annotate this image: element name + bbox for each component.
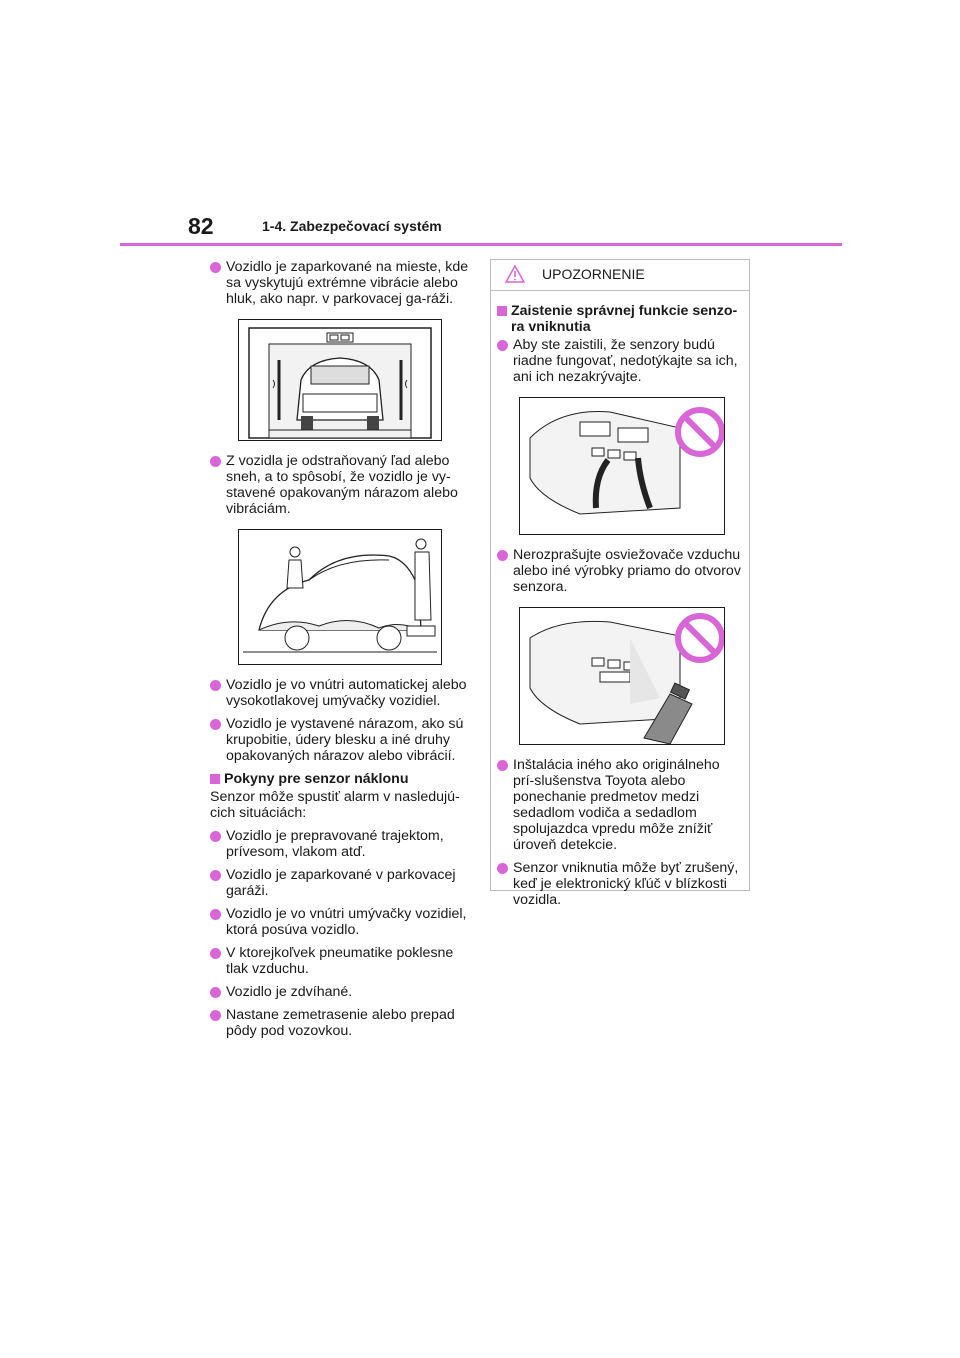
bullet-dot [210, 870, 221, 881]
bullet-dot [497, 760, 508, 771]
list-item [210, 453, 472, 517]
square-heading-marker [210, 774, 220, 784]
list-item [210, 828, 472, 860]
bullet-text: Vozidlo je vo vnútri automatickej alebo vysokotlakovej umývačky vozidiel. [226, 677, 467, 709]
illustration-parking-garage [238, 319, 442, 441]
warning-heading [497, 303, 741, 335]
heading-text: Zaistenie správnej funkcie senzo-ra vniknutia [511, 303, 738, 335]
list-item [497, 860, 741, 908]
bullet-dot [210, 948, 221, 959]
bullet-text: Nastane zemetrasenie alebo prepad pôdy pod vozovkou. [226, 1007, 455, 1039]
bullet-dot [210, 719, 221, 730]
bullet-dot [210, 831, 221, 842]
bullet-text: Vozidlo je zaparkované v parkovacej garáži. [226, 867, 456, 899]
bullet-text: Inštalácia iného ako originálneho prí-slušenstva Toyota alebo ponechanie predmetov medzi sedadlom vodiča a sedadlom spolujazdca vpredu môže znížiť úroveň detekcie. [513, 757, 720, 853]
list-item [210, 677, 472, 709]
list-item [497, 547, 741, 595]
warning-header [491, 260, 749, 291]
bullet-dot [210, 987, 221, 998]
bullet-dot [210, 262, 221, 273]
bullet-dot [497, 340, 508, 351]
bullet-dot [497, 863, 508, 874]
bullet-dot [210, 680, 221, 691]
warning-box [490, 259, 750, 908]
list-item [497, 337, 741, 385]
bullet-text: Vozidlo je zdvíhané. [226, 984, 353, 1000]
illustration-sensor-touch [519, 397, 725, 535]
warning-title: UPOZORNENIE [542, 266, 645, 282]
bullet-text: Vozidlo je vo vnútri umývačky vozidiel, ktorá posúva vozidlo. [226, 906, 467, 938]
bullet-dot [210, 909, 221, 920]
square-heading-marker [497, 306, 507, 316]
list-item [210, 867, 472, 899]
bullet-text: Vozidlo je zaparkované na mieste, kde sa vyskytujú extrémne vibrácie alebo hluk, ako napr. v parkovacej ga-ráži. [226, 259, 469, 307]
list-item [497, 757, 741, 853]
list-item [210, 716, 472, 764]
section-title: 1-4. Zabezpečovací systém [262, 218, 442, 234]
list-item [210, 906, 472, 938]
left-column [210, 259, 472, 1046]
subsection-heading [210, 771, 472, 787]
bullet-text: Nerozprašujte osviežovače vzduchu alebo iné výrobky priamo do otvorov senzora. [513, 547, 741, 595]
bullet-dot [210, 1010, 221, 1021]
list-item [210, 1007, 472, 1039]
bullet-text: Vozidlo je vystavené nárazom, ako sú krupobitie, údery blesku a iné druhy opakovaných nárazov alebo vibrácií. [226, 716, 464, 764]
illustration-snow-removal [238, 529, 442, 665]
page-number: 82 [188, 213, 214, 239]
heading-text: Pokyny pre senzor náklonu [224, 771, 409, 787]
bullet-text: Z vozidla je odstraňovaný ľad alebo sneh, a to spôsobí, že vozidlo je vy-stavené opakovaným nárazom alebo vibráciám. [226, 453, 458, 517]
header-divider [120, 243, 842, 246]
intro-text: Senzor môže spustiť alarm v nasledujú-cich situáciách: [210, 789, 460, 821]
warning-triangle-icon [505, 265, 525, 288]
bullet-dot [210, 456, 221, 467]
list-item [210, 945, 472, 977]
list-item [210, 259, 472, 307]
list-item [210, 984, 472, 1000]
bullet-text: V ktorejkoľvek pneumatike poklesne tlak vzduchu. [226, 945, 454, 977]
bullet-text: Senzor vniknutia môže byť zrušený, keď je elektronický kľúč v blízkosti vozidla. [513, 860, 739, 908]
illustration-spray-can [519, 607, 725, 745]
bullet-text: Vozidlo je prepravované trajektom, prívesom, vlakom atď. [226, 828, 444, 860]
warning-body [491, 291, 749, 908]
bullet-dot [497, 550, 508, 561]
bullet-text: Aby ste zaistili, že senzory budú riadne fungovať, nedotýkajte sa ich, ani ich nezakrývajte. [513, 337, 738, 385]
